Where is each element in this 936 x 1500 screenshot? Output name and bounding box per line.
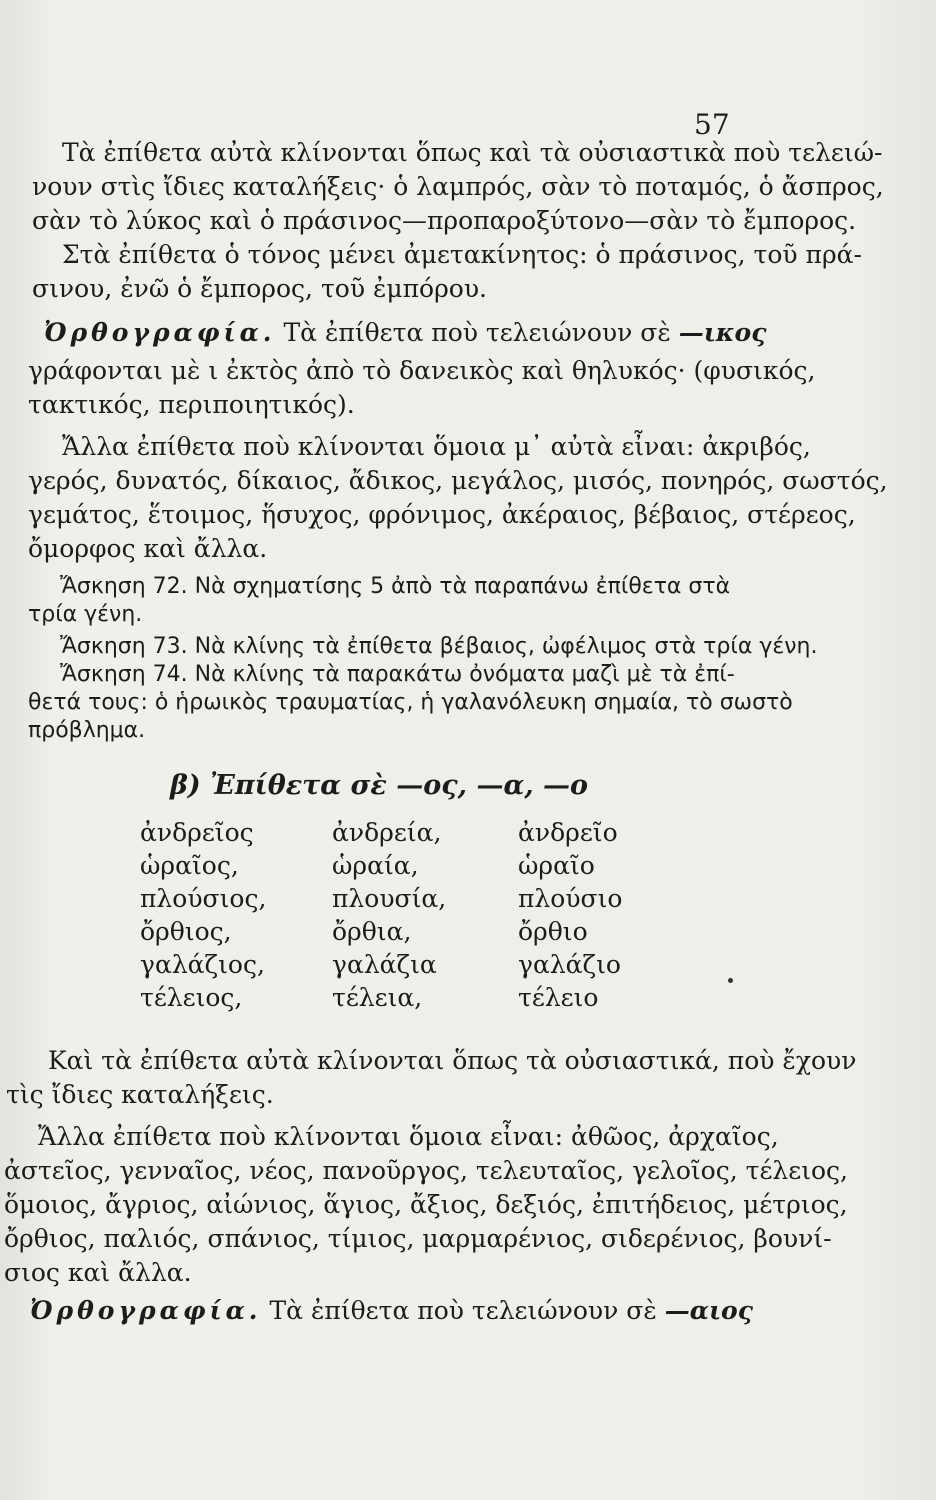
table-cell: ἀνδρεῖο bbox=[518, 818, 618, 847]
text-line: σὰν τὸ λύκος καὶ ὁ πράσινος—προπαροξύτονο—σὰν τὸ ἔμπορος. bbox=[32, 206, 857, 235]
exercise-72: Ἄσκηση 72. Νὰ σχηματίσης 5 ἀπὸ τὰ παραπάνω ἐπίθετα στὰ bbox=[60, 574, 731, 599]
table-cell: πλούσιος, bbox=[140, 884, 267, 913]
table-cell: πλούσιο bbox=[518, 884, 623, 913]
table-cell: ὄρθιος, bbox=[140, 917, 232, 946]
text-line: ὄμορφος καὶ ἄλλα. bbox=[28, 534, 268, 563]
table-cell: ὄρθιο bbox=[518, 917, 588, 946]
orthography-suffix: —ικος bbox=[678, 318, 767, 347]
table-cell: ἀνδρεία, bbox=[332, 818, 442, 847]
text-line: γερός, δυνατός, δίκαιος, ἄδικος, μεγάλος, μισός, πονηρός, σωστός, bbox=[28, 466, 888, 495]
orthography-suffix: —αιος bbox=[664, 1296, 753, 1325]
text-line: Ἄλλα ἐπίθετα ποὺ κλίνονται ὅμοια εἶναι: ἀθῶος, ἀρχαῖος, bbox=[38, 1122, 779, 1151]
table-cell: τέλειος, bbox=[140, 983, 243, 1012]
page-number: 57 bbox=[694, 108, 730, 141]
orthography-label: Ὀρθογραφία. bbox=[30, 1296, 262, 1325]
exercise-73: Ἄσκηση 73. Νὰ κλίνης τὰ ἐπίθετα βέβαιος, ὠφέλιμος στὰ τρία γένη. bbox=[60, 634, 818, 659]
table-cell: ὄρθια, bbox=[332, 917, 412, 946]
text-line: τὶς ἴδιες καταλήξεις. bbox=[6, 1080, 274, 1109]
text-line: γράφονται μὲ ι ἐκτὸς ἀπὸ τὸ δανεικὸς καὶ θηλυκός· (φυσικός, bbox=[28, 356, 816, 385]
exercise-74-cont: πρόβλημα. bbox=[28, 718, 146, 743]
table-cell: ἀνδρεῖος bbox=[140, 818, 254, 847]
orthography-text: Τὰ ἐπίθετα ποὺ τελειώνουν σὲ bbox=[269, 1296, 657, 1325]
text-line: ὄρθιος, παλιός, σπάνιος, τίμιος, μαρμαρένιος, σιδερένιος, βουνί- bbox=[4, 1224, 832, 1253]
section-heading: β) Ἐπίθετα σὲ —ος, —α, —ο bbox=[170, 770, 589, 801]
text-line: σιος καὶ ἄλλα. bbox=[4, 1258, 192, 1287]
ink-speck bbox=[728, 978, 733, 983]
exercise-74: Ἄσκηση 74. Νὰ κλίνης τὰ παρακάτω ὀνόματα μαζὶ μὲ τὰ ἐπί- bbox=[60, 662, 735, 687]
text-line: Καὶ τὰ ἐπίθετα αὐτὰ κλίνονται ὅπως τὰ οὐσιαστικά, ποὺ ἔχουν bbox=[48, 1046, 857, 1075]
exercise-72-cont: τρία γένη. bbox=[28, 602, 143, 627]
table-cell: ὡραῖος, bbox=[140, 851, 239, 880]
orthography-paragraph bbox=[30, 1296, 753, 1326]
table-cell: πλουσία, bbox=[332, 884, 447, 913]
table-cell: γαλάζιος, bbox=[140, 950, 265, 979]
orthography-text: Τὰ ἐπίθετα ποὺ τελειώνουν σὲ bbox=[283, 318, 671, 347]
orthography-paragraph bbox=[44, 318, 766, 348]
text-line: νουν στὶς ἴδιες καταλήξεις· ὁ λαμπρός, σὰν τὸ ποταμός, ὁ ἄσπρος, bbox=[32, 172, 884, 201]
text-line: τακτικός, περιποιητικός). bbox=[28, 390, 355, 419]
text-line: Τὰ ἐπίθετα αὐτὰ κλίνονται ὅπως καὶ τὰ οὐσιαστικὰ ποὺ τελειώ- bbox=[62, 138, 883, 167]
table-cell: τέλειο bbox=[518, 983, 599, 1012]
table-cell: γαλάζιο bbox=[518, 950, 621, 979]
orthography-label: Ὀρθογραφία. bbox=[44, 318, 276, 347]
table-cell: ὡραία, bbox=[332, 851, 419, 880]
text-line: ἀστεῖος, γενναῖος, νέος, πανοῦργος, τελευταῖος, γελοῖος, τέλειος, bbox=[4, 1156, 848, 1185]
text-line: σινου, ἐνῶ ὁ ἔμπορος, τοῦ ἐμπόρου. bbox=[32, 274, 488, 303]
table-cell: γαλάζια bbox=[332, 950, 437, 979]
exercise-74-cont: θετά τους: ὁ ἡρωικὸς τραυματίας, ἡ γαλανόλευκη σημαία, τὸ σωστὸ bbox=[28, 690, 793, 715]
table-cell: τέλεια, bbox=[332, 983, 423, 1012]
text-line: ὅμοιος, ἄγριος, αἰώνιος, ἅγιος, ἄξιος, δεξιός, ἐπιτήδειος, μέτριος, bbox=[4, 1190, 848, 1219]
text-line: Στὰ ἐπίθετα ὁ τόνος μένει ἀμετακίνητος: ὁ πράσινος, τοῦ πρά- bbox=[62, 240, 862, 269]
table-cell: ὡραῖο bbox=[518, 851, 595, 880]
text-line: Ἄλλα ἐπίθετα ποὺ κλίνονται ὅμοια μ᾽ αὐτὰ εἶναι: ἀκριβός, bbox=[62, 432, 811, 461]
text-line: γεμάτος, ἕτοιμος, ἥσυχος, φρόνιμος, ἀκέραιος, βέβαιος, στέρεος, bbox=[28, 500, 856, 529]
